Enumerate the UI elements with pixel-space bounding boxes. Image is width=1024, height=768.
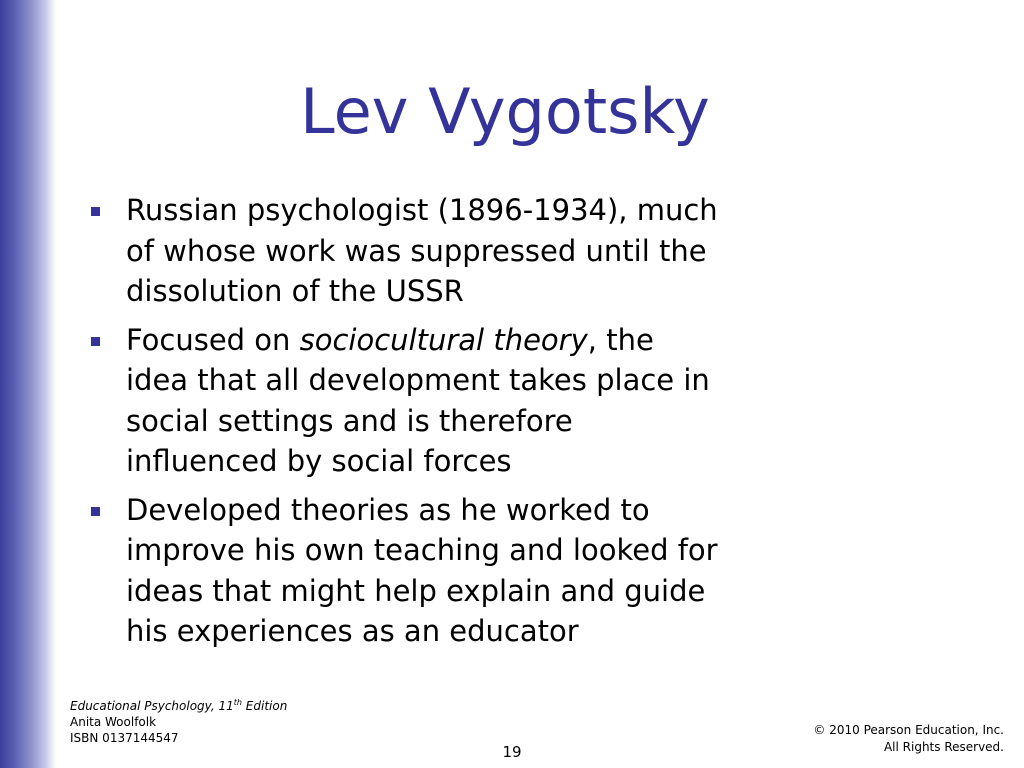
- bullet-item: [88, 320, 768, 482]
- book-title-text: Educational Psychology, 11: [70, 699, 234, 713]
- bullet-list: [88, 190, 768, 660]
- copyright-line: © 2010 Pearson Education, Inc.: [813, 723, 1004, 737]
- footer-citation: [70, 698, 287, 746]
- bullet-line: social settings and is therefore: [126, 403, 573, 438]
- edition-superscript: th: [233, 698, 242, 707]
- author: Anita Woolfolk: [70, 715, 157, 729]
- bullet-line: improve his own teaching and looked for: [126, 533, 718, 567]
- square-bullet-icon: [91, 337, 100, 346]
- bullet-text: Focused on: [126, 322, 300, 357]
- slide-title: Lev Vygotsky: [300, 75, 710, 148]
- bullet-line: idea that all development takes place in: [126, 363, 710, 397]
- bullet-line: dissolution of the USSR: [126, 274, 464, 308]
- bullet-text: , the: [587, 322, 654, 357]
- side-gradient-band: [0, 0, 56, 768]
- isbn: ISBN 0137144547: [70, 731, 179, 745]
- bullet-line: Developed theories as he worked to: [126, 492, 650, 527]
- bullet-line: Russian psychologist (1896-1934), much: [126, 193, 718, 227]
- bullet-line: ideas that might help explain and guide: [126, 573, 706, 608]
- footer-copyright: [813, 722, 1004, 756]
- book-title: [70, 698, 287, 714]
- bullet-item: [88, 190, 768, 312]
- bullet-line: influenced by social forces: [126, 444, 512, 478]
- page-number: 19: [502, 743, 522, 761]
- emphasized-term: sociocultural theory: [299, 322, 588, 357]
- square-bullet-icon: [91, 507, 100, 516]
- edition-word: Edition: [241, 699, 288, 713]
- bullet-line: [126, 320, 768, 361]
- bullet-line: of whose work was suppressed until the: [126, 233, 707, 268]
- square-bullet-icon: [91, 207, 100, 216]
- rights-line: All Rights Reserved.: [883, 740, 1004, 754]
- bullet-line: his experiences as an educator: [126, 614, 579, 648]
- bullet-item: [88, 490, 768, 652]
